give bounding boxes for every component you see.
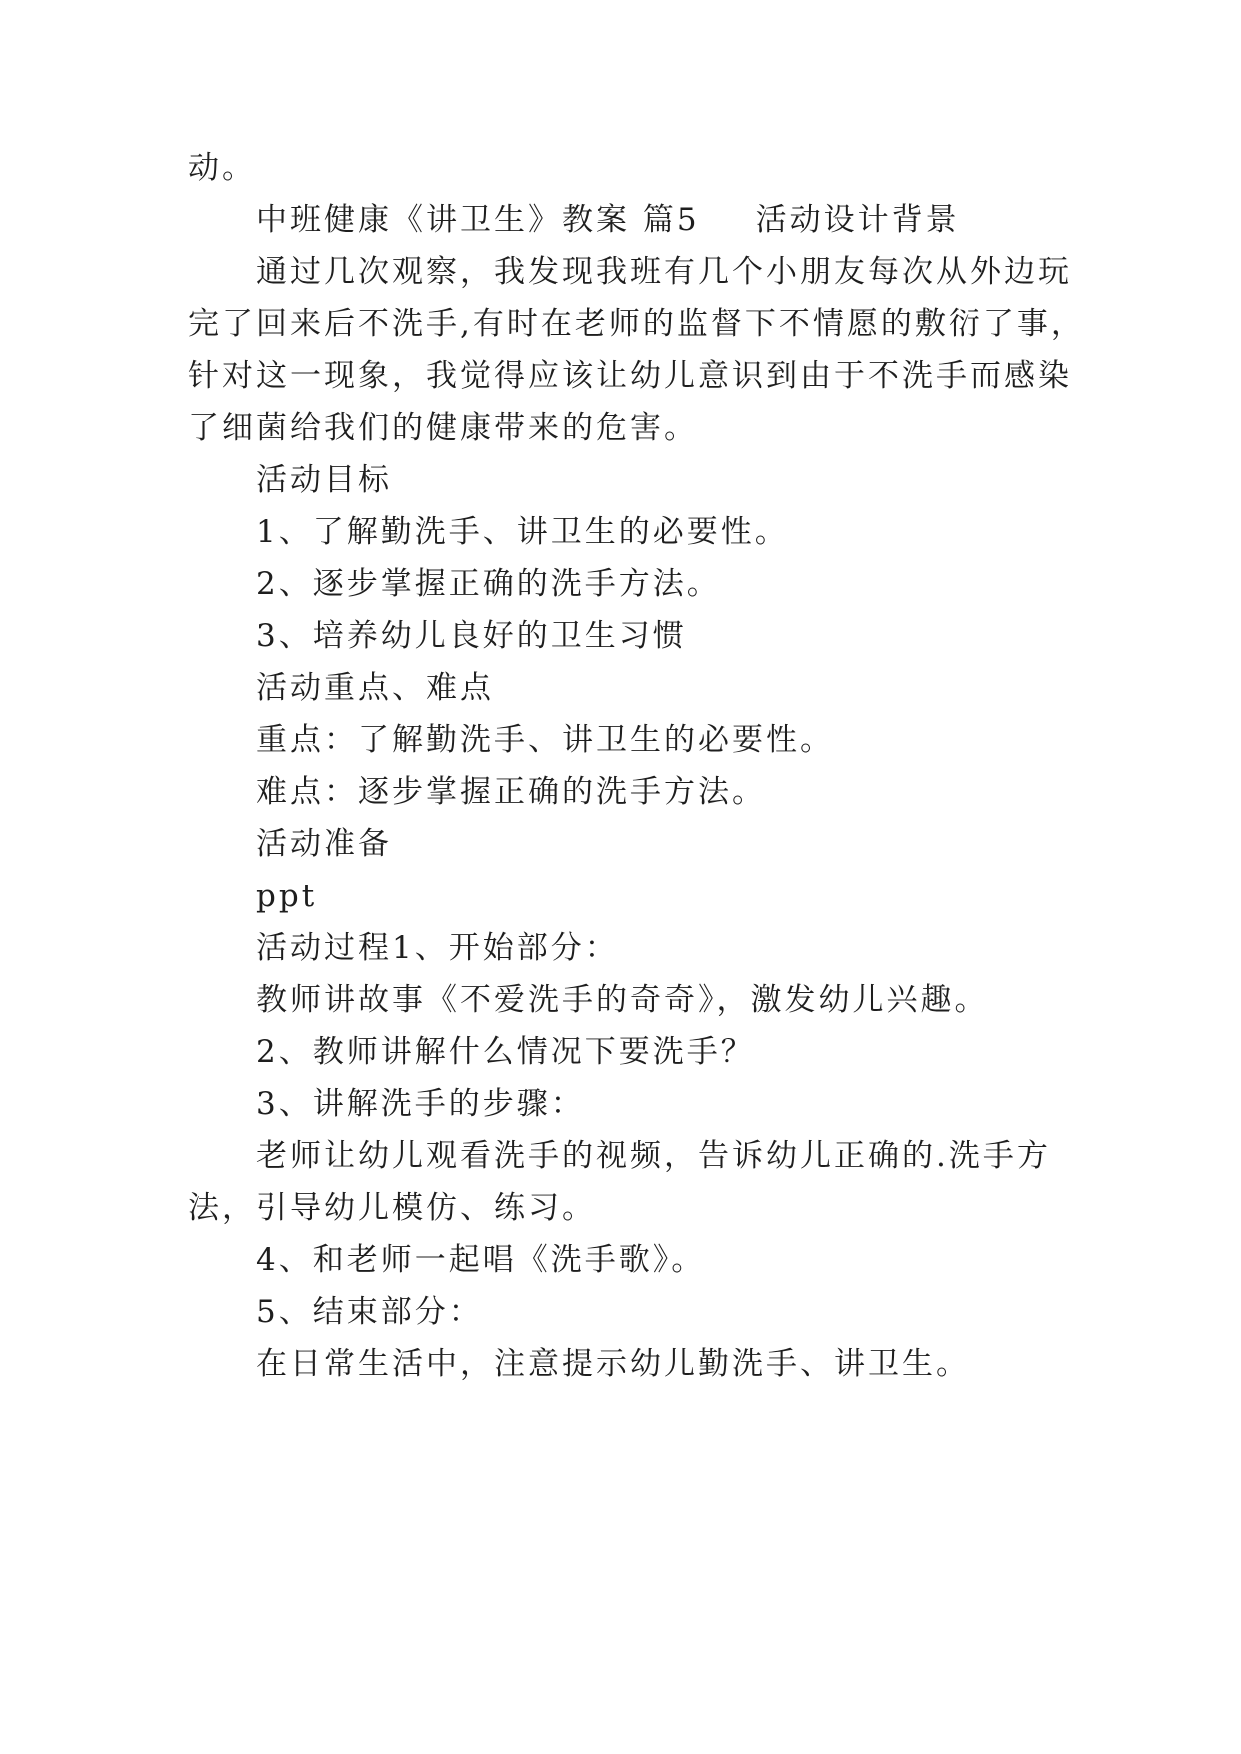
paragraph-line: 法，引导幼儿模仿、练习。 [188, 1190, 596, 1226]
list-item: 2、逐步掌握正确的洗手方法。 [256, 566, 721, 602]
text-line: 重点：了解勤洗手、讲卫生的必要性。 [256, 722, 834, 758]
article-title: 中班健康《讲卫生》教案 篇5 [256, 202, 700, 238]
text-line: 教师讲故事《不爱洗手的奇奇》，激发幼儿兴趣。 [256, 982, 989, 1018]
list-item: 5、结束部分： [256, 1294, 483, 1330]
text-line: 动。 [188, 150, 256, 186]
list-item: 1、了解勤洗手、讲卫生的必要性。 [256, 514, 789, 550]
section-heading: 活动过程1、开始部分： [256, 930, 619, 966]
paragraph-line: 完了回来后不洗手,有时在老师的监督下不情愿的敷衍了事， [188, 306, 1085, 342]
section-heading: 活动目标 [256, 462, 392, 498]
paragraph-line: 针对这一现象，我觉得应该让幼儿意识到由于不洗手而感染 [188, 358, 1072, 394]
text-line: 在日常生活中，注意提示幼儿勤洗手、讲卫生。 [256, 1346, 970, 1382]
paragraph-line: 老师让幼儿观看洗手的视频，告诉幼儿正确的.洗手方 [256, 1138, 1051, 1174]
paragraph-line: 通过几次观察，我发现我班有几个小朋友每次从外边玩 [256, 254, 1072, 290]
paragraph-line: 了细菌给我们的健康带来的危害。 [188, 410, 698, 446]
section-heading: 活动设计背景 [755, 202, 960, 238]
section-heading: 活动准备 [256, 826, 392, 862]
text-line: 难点：逐步掌握正确的洗手方法。 [256, 774, 766, 810]
list-item: 4、和老师一起唱《洗手歌》。 [256, 1242, 706, 1278]
list-item: 3、培养幼儿良好的卫生习惯 [256, 618, 687, 654]
section-title-line [256, 200, 960, 240]
section-heading: 活动重点、难点 [256, 670, 494, 706]
list-item: 2、教师讲解什么情况下要洗手？ [256, 1034, 755, 1070]
list-item: 3、讲解洗手的步骤： [256, 1086, 585, 1122]
text-line: ppt [256, 878, 318, 914]
